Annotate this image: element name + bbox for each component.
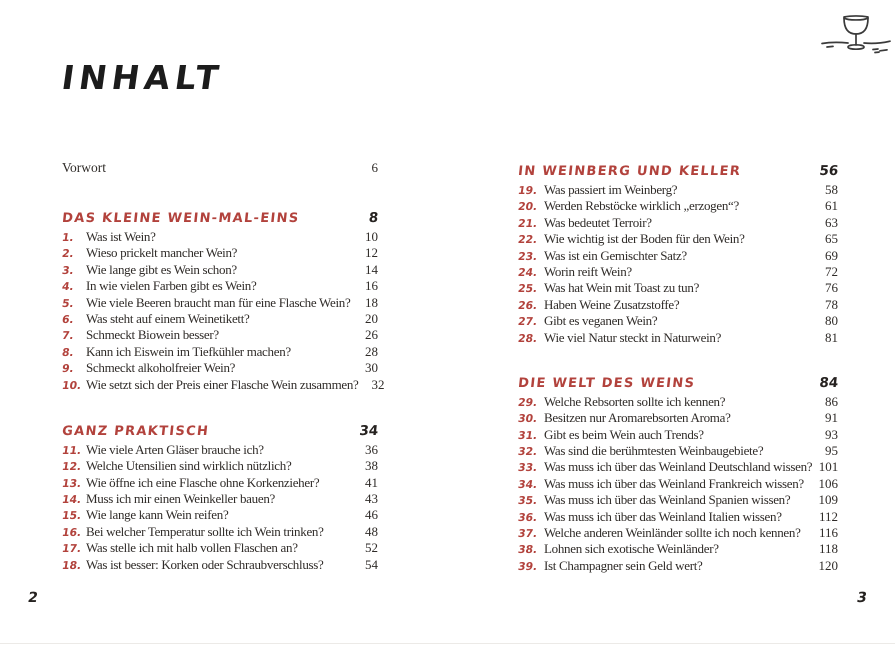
toc-entry-number: 24. — [516, 265, 539, 279]
toc-entry-number: 28. — [516, 331, 539, 345]
toc-entry-title: Was muss ich über das Weinland Deutschland wissen? — [544, 459, 813, 475]
toc-entry-title: Werden Rebstöcke wirklich „erzogen“? — [544, 198, 739, 214]
toc-entry-number: 29. — [516, 395, 539, 409]
toc-entry — [62, 229, 378, 245]
toc-entry-page-number: 18 — [365, 294, 378, 310]
toc-entry-page-number: 65 — [825, 231, 838, 247]
toc-entry — [518, 525, 838, 541]
toc-entry-page-number: 63 — [825, 214, 838, 230]
toc-entry-title: Was hat Wein mit Toast zu tun? — [544, 280, 700, 296]
toc-entry-title: Was stelle ich mit halb vollen Flaschen an? — [86, 540, 298, 556]
toc-entry-title: Wie setzt sich der Preis einer Flasche Wein zusammen? — [86, 376, 359, 392]
toc-entry — [518, 394, 838, 410]
section-title: DAS KLEINE WEIN-MAL-EINS — [61, 211, 301, 226]
toc-entry-title: Wie öffne ich eine Flasche ohne Korkenzieher? — [86, 474, 320, 490]
toc-column-right — [518, 160, 838, 574]
toc-entry-number: 12. — [60, 460, 83, 474]
toc-entry — [62, 262, 378, 278]
toc-entry-title: Was passiert im Weinberg? — [544, 182, 678, 197]
section-page-number: 8 — [367, 210, 379, 226]
toc-entry — [62, 442, 378, 458]
toc-entry-page-number: 36 — [365, 441, 378, 457]
toc-entry-page-number: 78 — [825, 296, 838, 312]
toc-entry-number: 30. — [516, 412, 539, 426]
toc-entry-title: Wieso prickelt mancher Wein? — [86, 245, 238, 261]
section-heading — [61, 423, 379, 442]
toc-entry — [62, 524, 378, 540]
toc-entry-title: Welche Utensilien sind wirklich nützlich? — [86, 458, 292, 474]
toc-entry-title: Wie lange kann Wein reifen? — [86, 507, 229, 523]
front-matter-page-number: 6 — [371, 160, 378, 175]
toc-entry-number: 10. — [60, 378, 83, 392]
section-heading — [61, 210, 379, 229]
toc-entry-page-number: 26 — [365, 327, 378, 343]
toc-entry-title: Was bedeutet Terroir? — [544, 214, 652, 230]
toc-entry — [518, 264, 838, 280]
page-title: INHALT — [59, 58, 226, 97]
section-title: GANZ PRAKTISCH — [61, 423, 210, 439]
toc-entry — [518, 492, 838, 508]
toc-entry-page-number: 54 — [365, 556, 378, 572]
toc-entry — [518, 476, 838, 492]
toc-entry — [518, 231, 838, 247]
toc-entry-number: 16. — [60, 525, 83, 539]
toc-entry-title: Ist Champagner sein Geld wert? — [544, 557, 703, 573]
toc-entry — [518, 410, 838, 426]
toc-entry-page-number: 32 — [371, 376, 385, 392]
toc-section — [62, 423, 378, 573]
toc-entry-number: 38. — [516, 543, 539, 557]
toc-entry-title: Welche anderen Weinländer sollte ich noch kennen? — [544, 525, 801, 541]
toc-entry-page-number: 12 — [365, 245, 378, 261]
toc-section — [60, 210, 385, 393]
toc-entry-title: Gibt es veganen Wein? — [544, 313, 658, 329]
toc-entry-number: 7. — [60, 329, 75, 343]
toc-entry-number: 15. — [60, 509, 83, 523]
toc-entry-number: 1. — [60, 231, 75, 244]
toc-entry-page-number: 86 — [825, 393, 838, 409]
toc-entry-page-number: 95 — [825, 443, 838, 459]
toc-entry-title: Wie viele Arten Gläser brauche ich? — [86, 441, 264, 457]
toc-entry — [518, 297, 838, 313]
toc-entry-title: Was sind die berühmtesten Weinbaugebiete? — [544, 443, 764, 459]
toc-entry-number: 35. — [516, 494, 539, 508]
toc-entry-title: Was muss ich über das Weinland Frankreich wissen? — [544, 475, 804, 491]
toc-entry — [62, 507, 378, 523]
toc-entry — [60, 376, 385, 393]
toc-entry-title: Was ist besser: Korken oder Schraubverschluss? — [86, 556, 324, 572]
toc-entry-number: 37. — [516, 527, 539, 541]
toc-entry-title: Schmeckt Biowein besser? — [86, 327, 219, 343]
toc-entry — [518, 280, 838, 296]
toc-entry-page-number: 80 — [825, 313, 838, 329]
toc-entry-page-number: 81 — [825, 329, 838, 345]
toc-entry-page-number: 20 — [365, 310, 378, 326]
toc-entry-number: 26. — [516, 298, 539, 312]
toc-entry — [62, 458, 378, 474]
front-matter-label: Vorwort — [62, 160, 107, 175]
toc-entry — [62, 311, 378, 327]
toc-entry-number: 31. — [516, 428, 539, 442]
toc-entry-page-number: 93 — [825, 426, 838, 442]
toc-entry-title: Muss ich mir einen Weinkeller bauen? — [86, 491, 275, 507]
toc-entry — [62, 540, 378, 556]
toc-entry-number: 27. — [516, 315, 539, 329]
toc-entry-page-number: 72 — [825, 263, 838, 279]
toc-entry-number: 33. — [516, 461, 539, 475]
toc-entry-page-number: 118 — [818, 541, 838, 557]
toc-entry-page-number: 109 — [818, 492, 838, 508]
toc-entry-number: 17. — [60, 542, 83, 556]
toc-entry-title: Haben Weine Zusatzstoffe? — [544, 296, 680, 312]
toc-entry — [62, 557, 378, 573]
toc-entry-number: 18. — [60, 558, 83, 572]
toc-entry-page-number: 61 — [825, 198, 838, 214]
toc-entry — [62, 360, 378, 376]
toc-entry-number: 21. — [516, 216, 539, 230]
toc-entry — [62, 295, 378, 311]
toc-entry-title: Gibt es beim Wein auch Trends? — [544, 426, 704, 442]
toc-entry-page-number: 16 — [365, 278, 378, 294]
section-page-number: 84 — [818, 374, 839, 391]
toc-entry-page-number: 76 — [825, 280, 838, 296]
toc-entry-title: Schmeckt alkoholfreier Wein? — [86, 360, 236, 376]
toc-entry — [518, 541, 838, 557]
toc-entry-title: Lohnen sich exotische Weinländer? — [544, 541, 719, 557]
toc-entry — [518, 427, 838, 443]
toc-entry-number: 20. — [516, 200, 539, 214]
toc-entry — [518, 443, 838, 459]
front-matter-row — [62, 160, 378, 177]
toc-entry-title: Besitzen nur Aromarebsorten Aroma? — [544, 410, 731, 426]
toc-section — [518, 163, 838, 346]
toc-entry — [62, 278, 378, 294]
toc-entry-title: Was ist ein Gemischter Satz? — [544, 247, 687, 263]
toc-entry-number: 11. — [60, 443, 83, 457]
toc-entry-number: 39. — [516, 559, 539, 573]
toc-entry-number: 32. — [516, 445, 539, 459]
toc-entry-number: 9. — [60, 362, 75, 376]
section-page-number: 56 — [818, 163, 839, 179]
toc-entry — [518, 248, 838, 264]
toc-entry-page-number: 38 — [365, 458, 378, 474]
toc-entry-page-number: 69 — [825, 247, 838, 263]
toc-entry — [518, 459, 838, 475]
toc-entry-title: Bei welcher Temperatur sollte ich Wein trinken? — [86, 523, 324, 539]
toc-entry — [62, 327, 378, 343]
toc-entry — [518, 215, 838, 231]
toc-entry — [518, 558, 838, 574]
toc-entry-number: 8. — [60, 345, 75, 359]
toc-entry-page-number: 46 — [365, 507, 378, 523]
folio-right: 3 — [855, 590, 869, 606]
toc-entry-page-number: 106 — [818, 475, 838, 491]
toc-entry-title: Wie viel Natur steckt in Naturwein? — [544, 329, 722, 345]
toc-column-left — [60, 160, 385, 573]
toc-entry — [518, 198, 838, 214]
toc-entry-title: Kann ich Eiswein im Tiefkühler machen? — [86, 343, 291, 359]
toc-entry-number: 4. — [60, 280, 75, 294]
toc-entry-page-number: 41 — [365, 474, 378, 490]
toc-entry — [62, 475, 378, 491]
toc-entry-number: 19. — [516, 184, 539, 197]
toc-entry-number: 34. — [516, 477, 539, 491]
toc-entry-page-number: 48 — [365, 523, 378, 539]
toc-entry-number: 6. — [60, 312, 75, 326]
section-page-number: 34 — [358, 422, 379, 439]
toc-entry-page-number: 10 — [365, 229, 378, 244]
toc-entry-title: Wie wichtig ist der Boden für den Wein? — [544, 231, 745, 247]
toc-entry-title: Was ist Wein? — [86, 229, 156, 244]
toc-entry — [62, 245, 378, 261]
toc-entry-number: 36. — [516, 510, 539, 524]
toc-entry — [518, 509, 838, 525]
toc-entry-title: Was muss ich über das Weinland Italien wissen? — [544, 508, 782, 524]
toc-entry-number: 3. — [60, 263, 75, 277]
toc-entry-page-number: 112 — [818, 508, 838, 524]
section-heading — [517, 163, 839, 182]
toc-entry-number: 25. — [516, 282, 539, 296]
toc-entry-title: Was muss ich über das Weinland Spanien wissen? — [544, 492, 791, 508]
section-title: IN WEINBERG UND KELLER — [517, 164, 742, 179]
toc-entry-number: 14. — [60, 493, 83, 507]
toc-entry-page-number: 58 — [825, 182, 838, 197]
section-heading — [517, 375, 839, 394]
toc-entry — [62, 491, 378, 507]
toc-entry-page-number: 101 — [818, 459, 839, 475]
toc-entry-page-number: 120 — [818, 557, 838, 573]
toc-entry — [518, 182, 838, 198]
toc-entry-title: Worin reift Wein? — [544, 263, 632, 279]
toc-entry-page-number: 43 — [365, 491, 378, 507]
toc-entry-number: 13. — [60, 476, 83, 490]
toc-entry — [518, 313, 838, 329]
toc-entry-page-number: 116 — [818, 525, 838, 541]
toc-entry-number: 2. — [60, 247, 75, 261]
toc-entry-title: In wie vielen Farben gibt es Wein? — [86, 278, 257, 294]
toc-entry-number: 5. — [60, 296, 75, 310]
folio-left: 2 — [26, 590, 40, 606]
toc-entry-title: Was steht auf einem Weinetikett? — [86, 310, 250, 326]
toc-entry-number: 23. — [516, 249, 539, 263]
toc-section — [518, 375, 838, 574]
wine-glass-icon — [820, 12, 892, 62]
toc-entry-page-number: 30 — [365, 360, 378, 376]
toc-entry-title: Wie lange gibt es Wein schon? — [86, 261, 237, 277]
toc-entry — [518, 330, 838, 346]
toc-entry — [62, 344, 378, 360]
toc-entry-page-number: 52 — [365, 540, 378, 556]
section-title: DIE WELT DES WEINS — [517, 375, 696, 391]
page-edge-line — [0, 643, 895, 644]
toc-entry-page-number: 91 — [825, 410, 838, 426]
toc-entry-page-number: 14 — [365, 261, 378, 277]
toc-entry-title: Wie viele Beeren braucht man für eine Flasche Wein? — [86, 294, 351, 310]
toc-entry-page-number: 28 — [365, 343, 378, 359]
toc-entry-title: Welche Rebsorten sollte ich kennen? — [544, 393, 726, 409]
toc-entry-number: 22. — [516, 233, 539, 247]
